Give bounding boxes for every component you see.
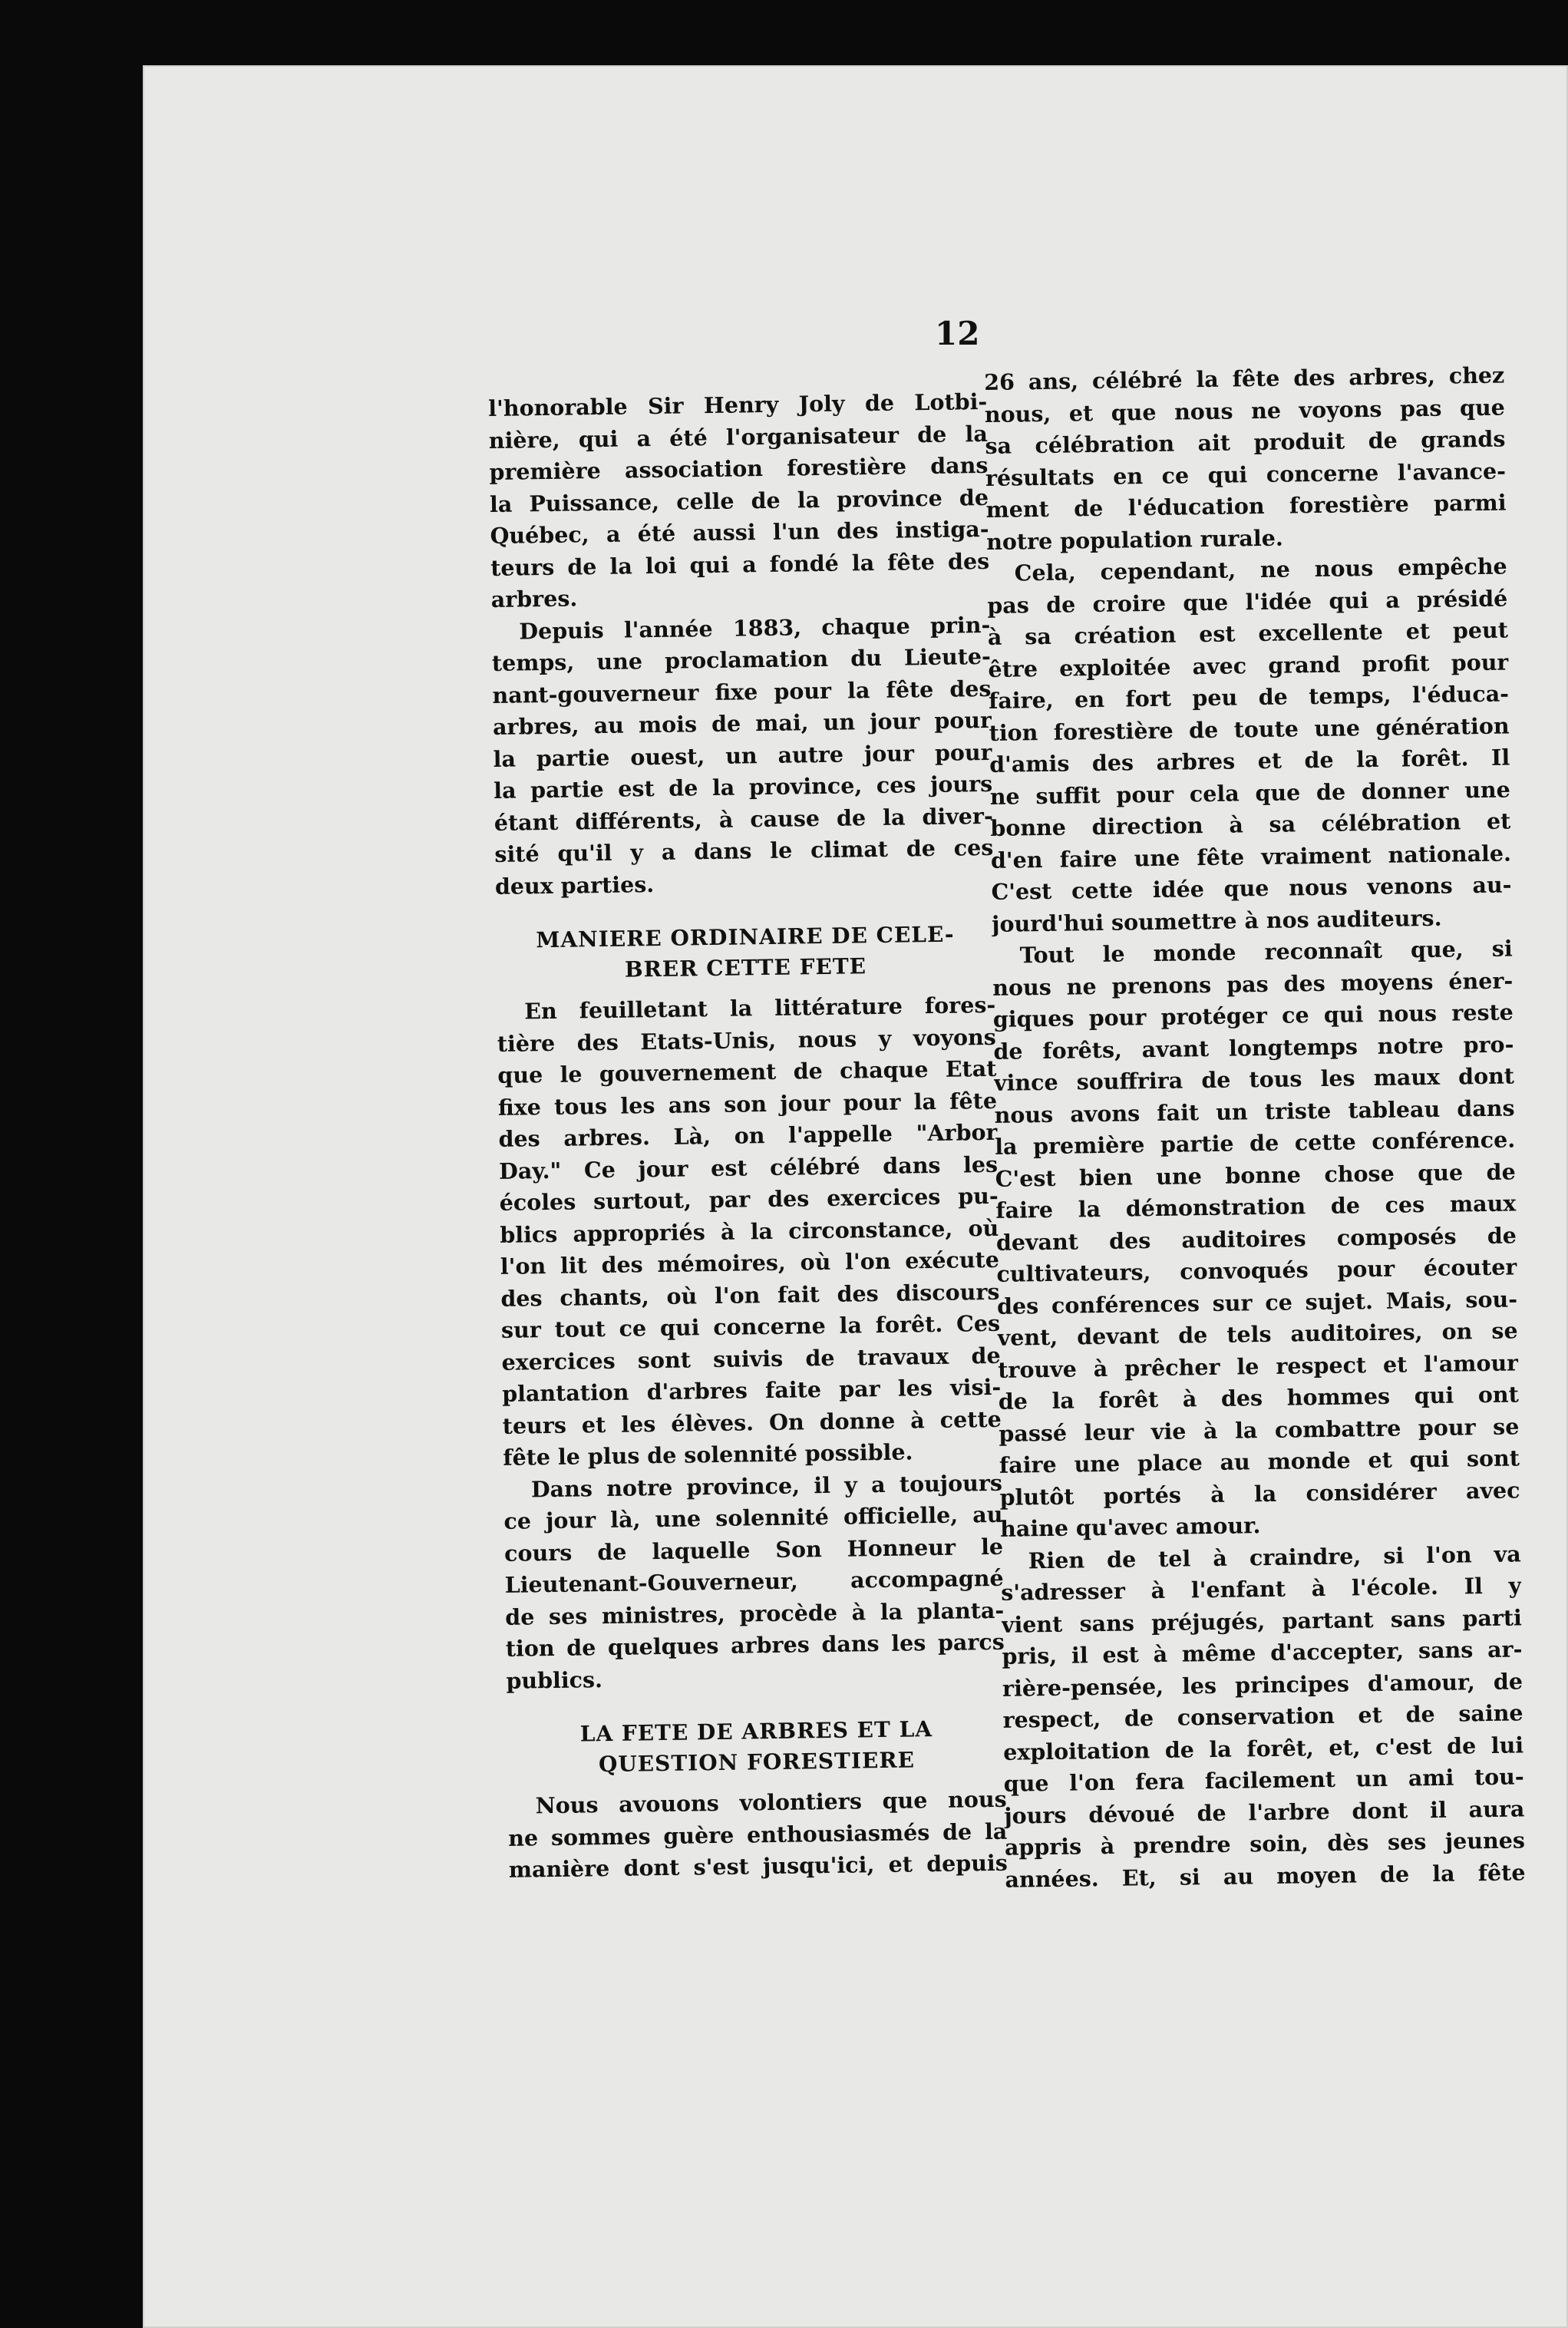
text-line: jourd'hui soumettre à nos auditeurs. — [991, 904, 1442, 937]
text-line: nant-gouverneur fixe pour la fête des — [492, 675, 992, 708]
text-line: C'est cette idée que nous venons au- — [991, 871, 1512, 905]
text-line: des chants, où l'on fait des discours — [500, 1278, 1000, 1312]
text-line: Tout le monde reconnaît que, si — [1019, 935, 1513, 969]
page-number: 12 — [935, 315, 980, 352]
text-line: l'honorable Sir Henry Joly de Lotbi- — [488, 388, 988, 421]
text-line: faire, en fort peu de temps, l'éduca- — [988, 680, 1510, 714]
text-line: d'amis des arbres et de la forêt. Il — [989, 744, 1510, 778]
text-line: nous, et que nous ne voyons pas que — [984, 394, 1506, 428]
left-column — [488, 386, 1008, 1886]
text-line: être exploitée avec grand profit pour — [988, 648, 1509, 682]
text-line: trouve à prêcher le respect et l'amour — [998, 1349, 1519, 1383]
text-line: cultivateurs, convoqués pour écouter — [996, 1253, 1517, 1287]
text-line: tion forestière de toute une génération — [989, 712, 1510, 746]
text-line: cours de laquelle Son Honneur le — [503, 1533, 1004, 1567]
text-line: Lieutenant-Gouverneur, accompagné — [504, 1564, 1004, 1598]
text-line: notre population rurale. — [985, 524, 1283, 555]
text-line: de ses ministres, procède à la planta- — [505, 1597, 1005, 1630]
text-line: des arbres. Là, on l'appelle "Arbor — [498, 1118, 998, 1152]
text-line: résultats en ce qui concerne l'avance- — [985, 457, 1507, 491]
text-line: ne suffit pour cela que de donner une — [989, 775, 1510, 810]
text-line: bonne direction à sa célébration et — [990, 807, 1511, 841]
right-column — [984, 360, 1526, 1896]
text-line: teurs de la loi qui a fondé la fête des — [490, 547, 990, 581]
text-line: d'en faire une fête vraiment nationale. — [990, 839, 1512, 873]
text-line: la Puissance, celle de la province de — [489, 484, 989, 517]
text-line: faire une place au monde et qui sont — [999, 1445, 1520, 1478]
text-line: que l'on fera facilement un ami tou- — [1003, 1763, 1524, 1797]
text-line: pas de croire que l'idée qui a présidé — [987, 585, 1508, 619]
text-line: En feuilletant la littérature fores- — [524, 991, 996, 1025]
text-line: ment de l'éducation forestière parmi — [985, 489, 1507, 523]
text-line: ne sommes guère enthousiasmés de la — [508, 1818, 1008, 1851]
text-line: haine qu'avec amour. — [999, 1512, 1261, 1542]
text-line: de la forêt à des hommes qui ont — [998, 1381, 1519, 1415]
text-line: respect, de conservation et de saine — [1002, 1699, 1523, 1733]
text-line: Depuis l'année 1883, chaque prin- — [519, 611, 991, 644]
text-line: la partie ouest, un autre jour pour — [493, 738, 992, 772]
text-line: jours dévoué de l'arbre dont il aura — [1004, 1795, 1525, 1829]
text-line: nière, qui a été l'organisateur de la — [488, 420, 989, 454]
text-line: écoles surtout, par des exercices pu- — [499, 1182, 999, 1216]
text-line: Rien de tel à craindre, si l'on va — [1028, 1540, 1521, 1573]
text-line: tière des Etats-Unis, nous y voyons — [497, 1023, 997, 1057]
text-line: 26 ans, célébré la fête des arbres, chez — [984, 362, 1505, 395]
text-line: faire la démonstration de ces maux — [995, 1190, 1517, 1223]
text-line: plutôt portés à la considérer avec — [999, 1476, 1520, 1511]
text-line: temps, une proclamation du Lieute- — [491, 642, 992, 676]
text-line: Dans notre province, il y a toujours — [530, 1469, 1003, 1502]
text-line: années. Et, si au moyen de la fête — [1005, 1858, 1526, 1893]
text-line: giques pour protéger ce qui nous reste — [992, 999, 1514, 1032]
text-line: Nous avouons volontiers que nous — [535, 1785, 1007, 1819]
text-line: blics appropriés à la circonstance, où — [500, 1214, 999, 1248]
text-line: deux parties. — [494, 870, 655, 900]
text-line: sur tout ce qui concerne la forêt. Ces — [500, 1309, 1001, 1343]
text-line: des conférences sur ce sujet. Mais, sou- — [996, 1285, 1518, 1319]
text-line: à sa création est excellente et peut — [987, 616, 1509, 650]
text-line: ce jour là, une solennité officielle, au — [503, 1501, 1003, 1534]
text-line: exercices sont suivis de travaux de — [501, 1342, 1001, 1375]
text-line: rière-pensée, les principes d'amour, de — [1002, 1667, 1523, 1702]
text-line: sité qu'il y a dans le climat de ces — [494, 834, 994, 867]
text-line: nous ne prenons pas des moyens éner- — [992, 966, 1514, 1001]
text-line: que le gouvernement de chaque Etat — [497, 1055, 997, 1088]
text-line: vient sans préjugés, partant sans parti — [1001, 1603, 1523, 1638]
text-line: appris à prendre soin, dès ses jeunes — [1004, 1827, 1526, 1861]
text-line: pris, il est à même d'accepter, sans ar- — [1002, 1636, 1523, 1669]
text-line: la partie est de la province, ces jours — [493, 770, 993, 804]
text-line: tion de quelques arbres dans les parcs — [505, 1628, 1005, 1662]
text-line: première association forestière dans — [489, 451, 989, 485]
text-line: sa célébration ait produit de grands — [985, 425, 1506, 459]
text-line: vince souffrira de tous les maux dont — [993, 1062, 1515, 1096]
text-line: arbres, au mois de mai, un jour pour — [492, 706, 992, 740]
text-line: exploitation de la forêt, et, c'est de lui — [1002, 1731, 1524, 1765]
text-line: nous avons fait un triste tableau dans — [994, 1094, 1515, 1128]
text-line: de forêts, avant longtemps notre pro- — [993, 1030, 1514, 1065]
section-heading: QUESTION FORESTIERE — [598, 1747, 916, 1778]
section-heading: MANIERE ORDINAIRE DE CELE- — [536, 921, 955, 953]
text-line: la première partie de cette conférence. — [994, 1126, 1516, 1160]
text-line: vent, devant de tels auditoires, on se — [997, 1317, 1518, 1351]
text-line: publics. — [506, 1666, 603, 1694]
text-line: teurs et les élèves. On donne à cette — [502, 1405, 1002, 1439]
text-line: passé leur vie à la combattre pour se — [999, 1412, 1520, 1447]
section-heading: LA FETE DE ARBRES ET LA — [579, 1716, 933, 1747]
text-line: fête le plus de solennité possible. — [503, 1438, 913, 1471]
text-line: l'on lit des mémoires, où l'on exécute — [500, 1246, 1000, 1280]
text-line: Québec, a été aussi l'un des instiga- — [490, 515, 989, 549]
text-line: s'adresser à l'enfant à l'école. Il y — [1001, 1572, 1522, 1606]
text-line: Cela, cependant, ne nous empêche — [1014, 553, 1507, 586]
text-line: manière dont s'est jusqu'ici, et depuis — [508, 1849, 1008, 1883]
text-line: devant des auditoires composés de — [995, 1221, 1517, 1256]
text-line: plantation d'arbres faite par les visi- — [501, 1373, 1002, 1407]
text-line: C'est bien une bonne chose que de — [995, 1157, 1516, 1192]
text-line: étant différents, à cause de la diver- — [494, 802, 993, 836]
section-heading: BRER CETTE FETE — [624, 953, 867, 982]
text-line: fixe tous les ans son jour pour la fête — [497, 1087, 998, 1121]
text-line: arbres. — [490, 585, 578, 613]
text-line: Day." Ce jour est célébré dans les — [498, 1151, 999, 1184]
